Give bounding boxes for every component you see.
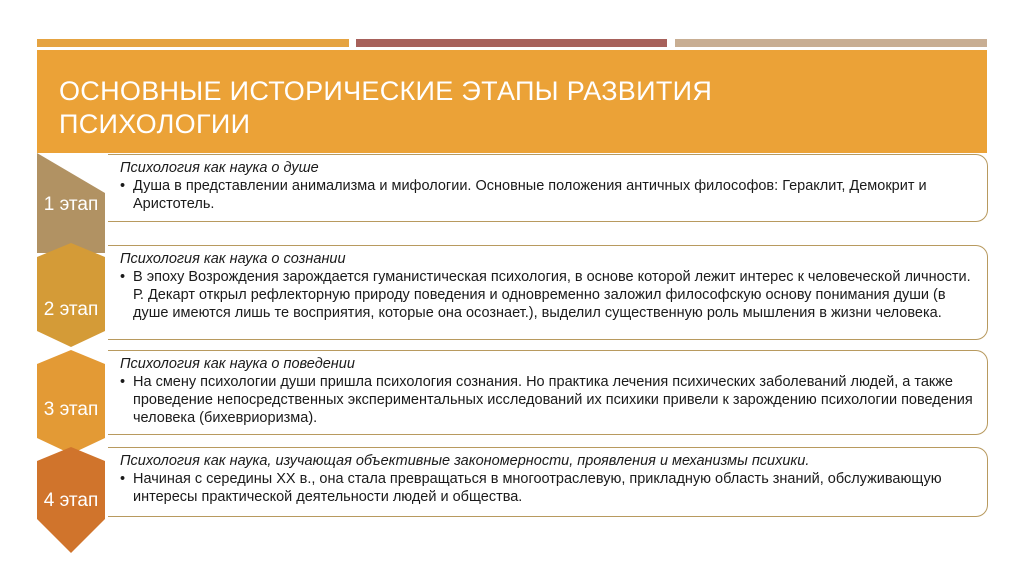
stage-3-text: На смену психологии души пришла психология сознания. Но практика лечения психических заболеваний людей, а также проведение непосредственных экспериментальных исследований их психики привели к зарождению психологии поведения человека (бихевриоризма). — [133, 374, 973, 426]
stage-2-bullet-item — [120, 268, 975, 322]
stage-4-label: 4 этап — [43, 490, 99, 511]
top-accent-bar-tan — [675, 39, 987, 47]
stage-1-bullet-item — [120, 177, 975, 213]
stage-2-heading: Психология как наука о сознании — [120, 251, 346, 267]
stage-2-label: 2 этап — [43, 299, 99, 320]
stage-1-card — [108, 154, 988, 222]
stage-3-chevron — [37, 350, 105, 454]
stage-3-card — [108, 350, 988, 435]
bullet-marker: • — [120, 374, 126, 390]
stage-2-chevron — [37, 243, 105, 347]
stage-1-text: Душа в представлении анимализма и мифологии. Основные положения античных философов: Гераклит, Демокрит и Аристотель. — [133, 178, 927, 212]
stage-3-heading: Психология как наука о поведении — [120, 356, 355, 372]
stage-4-heading: Психология как наука, изучающая объективные закономерности, проявления и механизмы психики. — [120, 453, 810, 469]
stage-2-text: В эпоху Возрождения зарождается гуманистическая психология, в основе которой лежит интерес к человеческой личности. Р. Декарт открыл рефлекторную природу поведения и одновременно заложил философскую основу понимания души (в душе имеются лишь те восприятия, которые она осознает.), выделил существенную роль мышления в жизни человека. — [133, 269, 971, 321]
stage-3-label: 3 этап — [43, 399, 99, 420]
bullet-marker: • — [120, 471, 126, 487]
bullet-marker: • — [120, 178, 126, 194]
top-accent-bar-orange — [37, 39, 349, 47]
stage-4-bullet-item — [120, 470, 975, 506]
stage-4-chevron — [37, 447, 105, 553]
bullet-marker: • — [120, 269, 126, 285]
top-accent-bar-brown — [356, 39, 667, 47]
stage-3-bullet-item — [120, 373, 975, 427]
title-band — [37, 50, 987, 153]
stage-1-heading: Психология как наука о душе — [120, 160, 319, 176]
stage-4-card — [108, 447, 988, 517]
stage-1-label: 1 этап — [43, 194, 99, 215]
slide-title: ОСНОВНЫЕ ИСТОРИЧЕСКИЕ ЭТАПЫ РАЗВИТИЯ ПСИХОЛОГИИ — [59, 76, 713, 139]
stage-4-text: Начиная с середины XX в., она стала превращаться в многоотраслевую, прикладную область знаний, обслуживающую интересы практической деятельности людей и общества. — [133, 471, 942, 505]
stage-1-chevron — [37, 153, 105, 253]
stage-2-card — [108, 245, 988, 340]
